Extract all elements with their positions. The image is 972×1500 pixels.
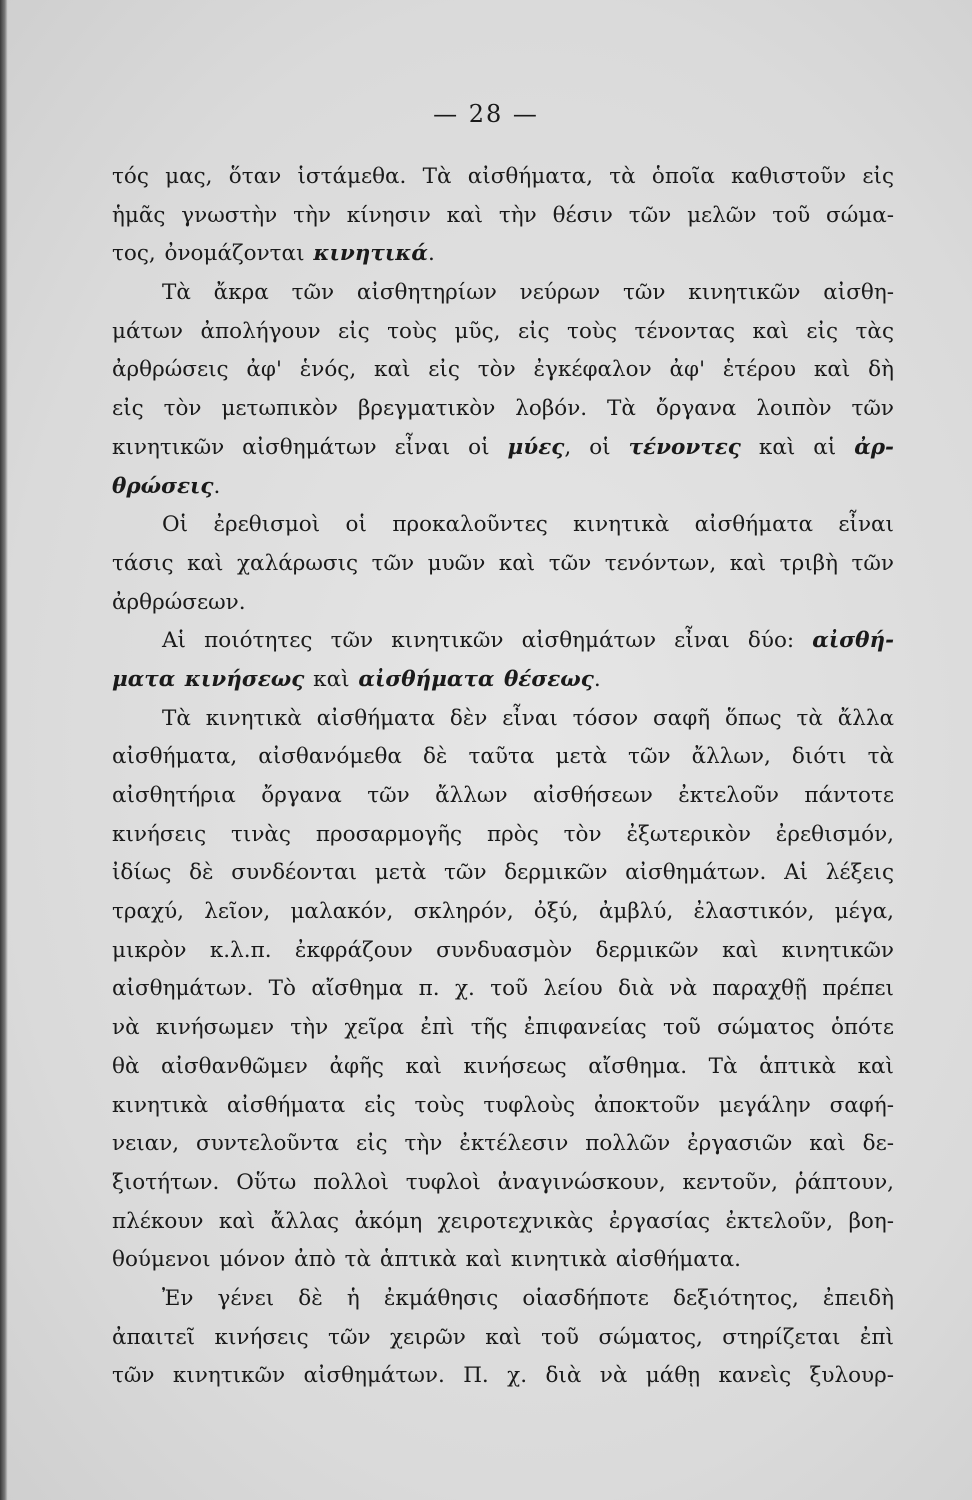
text-line (112, 1203, 894, 1242)
text-line (112, 1241, 894, 1280)
text-run: Τὰ ἄκρα τῶν αἰσθητηρίων νεύρων τῶν κινητικῶν αἰσθη- (162, 280, 894, 306)
emphasized-term: κινητικά (313, 241, 428, 267)
text-run: εἰς τὸν μετωπικὸν βρεγματικὸν λοβόν. Τὰ ὄργανα λοιπὸν τῶν (112, 396, 894, 422)
text-line (112, 468, 894, 507)
text-run: θούμενοι μόνον ἀπὸ τὰ ἁπτικὰ καὶ κινητικὰ αἰσθήματα. (112, 1247, 741, 1273)
text-line (112, 1164, 894, 1203)
text-line (112, 1125, 894, 1164)
text-run: τάσις καὶ χαλάρωσις τῶν μυῶν καὶ τῶν τενόντων, καὶ τριβὴ τῶν (112, 550, 894, 576)
text-run: κινητικὰ αἰσθήματα εἰς τοὺς τυφλοὺς ἀποκτοῦν μεγάλην σαφή- (112, 1092, 894, 1118)
text-run: Οἱ ἐρεθισμοὶ οἱ προκαλοῦντες κινητικὰ αἰσθήματα εἶναι (162, 512, 894, 538)
text-run: Ἐν γένει δὲ ἡ ἐκμάθησις οἱασδήποτε δεξιότητος, ἐπειδὴ (162, 1285, 894, 1311)
text-run: . (213, 473, 221, 499)
text-run: κινητικῶν αἰσθημάτων εἶναι οἱ (112, 434, 508, 460)
text-run: ἀρθρώσεις ἀφ' ἑνός, καὶ εἰς τὸν ἐγκέφαλον ἀφ' ἑτέρου καὶ δὴ (112, 357, 894, 383)
text-run: αἰσθημάτων. Τὸ αἴσθημα π. χ. τοῦ λείου διὰ νὰ παραχθῇ πρέπει (112, 976, 894, 1002)
text-line (112, 622, 894, 661)
text-line (112, 932, 894, 971)
text-line (112, 1009, 894, 1048)
text-line (112, 893, 894, 932)
text-line (112, 700, 894, 739)
page-binding-edge (0, 0, 8, 1500)
emphasized-term: ματα κινήσεως (112, 666, 305, 692)
text-run: νὰ κινήσωμεν τὴν χεῖρα ἐπὶ τῆς ἐπιφανείας τοῦ σώματος ὁπότε (112, 1015, 894, 1041)
text-run: Αἱ ποιότητες τῶν κινητικῶν αἰσθημάτων εἶναι δύο: (162, 628, 813, 654)
text-run: , οἱ (564, 434, 629, 460)
text-run: αἰσθήματα, αἰσθανόμεθα δὲ ταῦτα μετὰ τῶν ἄλλων, διότι τὰ (112, 744, 894, 770)
text-line (112, 661, 894, 700)
text-run: ἰδίως δὲ συνδέονται μετὰ τῶν δερμικῶν αἰσθημάτων. Αἱ λέξεις (112, 860, 894, 886)
text-line (112, 274, 894, 313)
text-line (112, 738, 894, 777)
emphasized-term: τένοντες (628, 434, 741, 460)
emphasized-term: θρώσεις (112, 473, 214, 499)
text-run: ἀρθρώσεων. (112, 589, 246, 615)
text-run: κινήσεις τινὰς προσαρμογῆς πρὸς τὸν ἐξωτερικὸν ἐρεθισμόν, (112, 821, 894, 847)
text-run: ἀπαιτεῖ κινήσεις τῶν χειρῶν καὶ τοῦ σώματος, στηρίζεται ἐπὶ (112, 1324, 894, 1350)
text-line (112, 506, 894, 545)
text-run: καὶ (304, 666, 359, 692)
text-line (112, 390, 894, 429)
emphasized-term: μύες (507, 434, 565, 460)
text-run: τραχύ, λεῖον, μαλακόν, σκληρόν, ὀξύ, ἀμβλύ, ἐλαστικόν, μέγα, (112, 899, 894, 925)
text-run: ξιοτήτων. Οὕτω πολλοὶ τυφλοὶ ἀναγινώσκουν, κεντοῦν, ῥάπτουν, (112, 1169, 894, 1195)
text-line (112, 313, 894, 352)
text-run: μάτων ἀπολήγουν εἰς τοὺς μῦς, εἰς τοὺς τένοντας καὶ εἰς τὰς (112, 318, 894, 344)
text-run: Τὰ κινητικὰ αἰσθήματα δὲν εἶναι τόσον σαφῆ ὅπως τὰ ἄλλα (162, 705, 894, 731)
text-run: . (593, 666, 601, 692)
text-line (112, 1048, 894, 1087)
emphasized-term: αἰσθή- (812, 628, 894, 654)
text-run: τῶν κινητικῶν αἰσθημάτων. Π. χ. διὰ νὰ μάθῃ κανεὶς ξυλουρ- (112, 1363, 894, 1389)
text-run: νειαν, συντελοῦντα εἰς τὴν ἐκτέλεσιν πολλῶν ἐργασιῶν καὶ δε- (112, 1131, 894, 1157)
text-run: ἡμᾶς γνωστὴν τὴν κίνησιν καὶ τὴν θέσιν τῶν μελῶν τοῦ σώμα- (112, 202, 894, 228)
text-line (112, 545, 894, 584)
page-number: — 28 — (433, 100, 539, 128)
text-run: πλέκουν καὶ ἄλλας ἀκόμη χειροτεχνικὰς ἐργασίας ἐκτελοῦν, βοη- (112, 1208, 894, 1234)
text-line (112, 351, 894, 390)
text-run: τος, ὀνομάζονται (112, 241, 314, 267)
text-line (112, 584, 894, 623)
emphasized-term: αἰσθήματα θέσεως (358, 666, 594, 692)
emphasized-term: ἀρ- (854, 434, 894, 460)
text-line (112, 1280, 894, 1319)
text-line (112, 158, 894, 197)
text-line (112, 235, 894, 274)
text-line (112, 1319, 894, 1358)
text-run: καὶ αἱ (740, 434, 855, 460)
text-line (112, 429, 894, 468)
text-line (112, 854, 894, 893)
text-line (112, 777, 894, 816)
text-line (112, 970, 894, 1009)
text-run: αἰσθητήρια ὄργανα τῶν ἄλλων αἰσθήσεων ἐκτελοῦν πάντοτε (112, 783, 894, 808)
text-line (112, 1357, 894, 1396)
text-line (112, 1087, 894, 1126)
text-run: θὰ αἰσθανθῶμεν ἀφῆς καὶ κινήσεως αἴσθημα. Τὰ ἁπτικὰ καὶ (112, 1053, 894, 1079)
text-run: τός μας, ὅταν ἱστάμεθα. Τὰ αἰσθήματα, τὰ ὁποῖα καθιστοῦν εἰς (112, 164, 894, 189)
text-line (112, 197, 894, 236)
body-text (112, 158, 894, 1396)
text-line (112, 816, 894, 855)
text-run: . (427, 241, 435, 267)
text-run: μικρὸν κ.λ.π. ἐκφράζουν συνδυασμὸν δερμικῶν καὶ κινητικῶν (112, 937, 894, 963)
